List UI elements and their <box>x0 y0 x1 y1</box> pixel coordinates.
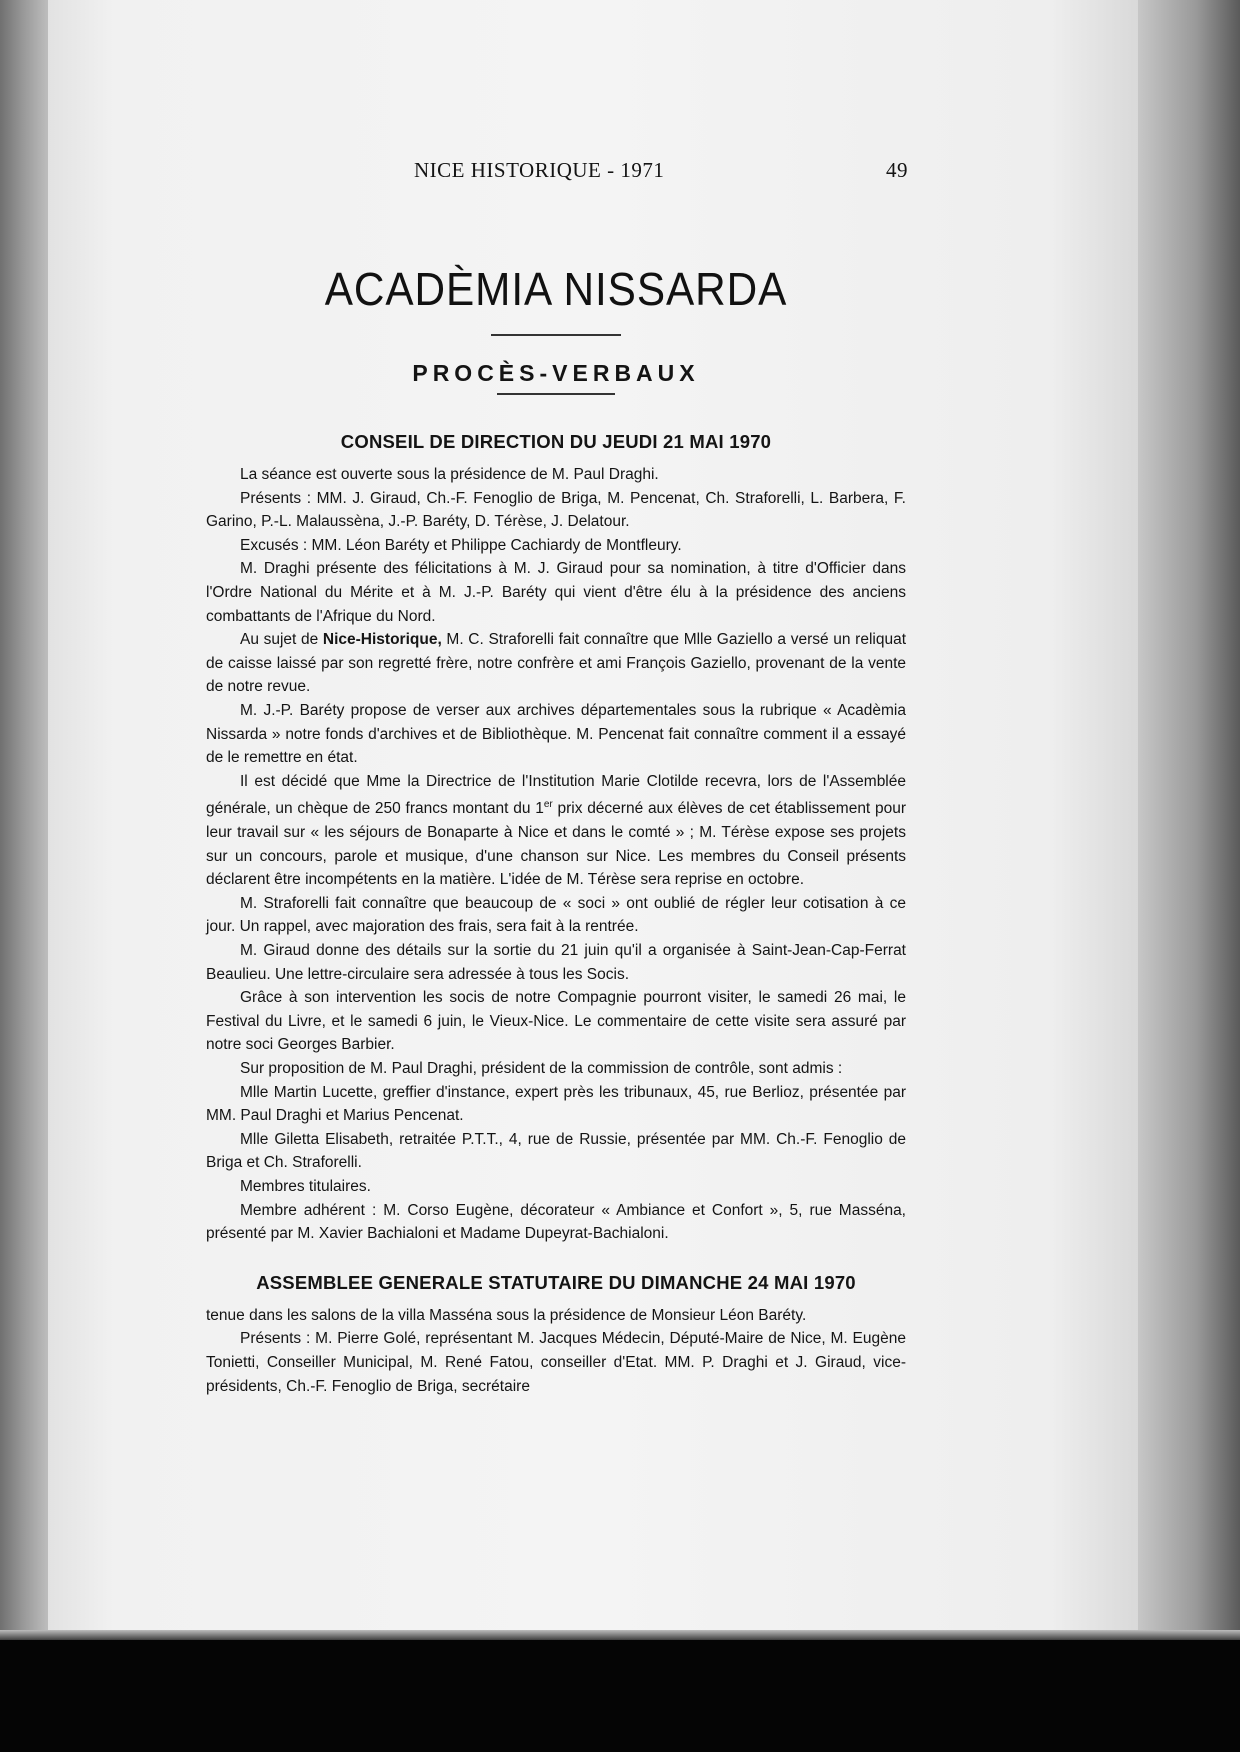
title-rule <box>491 334 621 336</box>
paragraph: M. Straforelli fait connaître que beaucoup de « soci » ont oublié de régler leur cotisation à ce jour. Un rappel, avec majoration des frais, sera fait à la rentrée. <box>206 894 906 936</box>
text-run: M. C. Straforelli fait connaître que Mlle Gaziello a versé un reliquat de caisse laissé par son regretté frère, notre confrère et ami François Gaziello, provenant de la vente de notre revue. <box>206 631 906 696</box>
document-page <box>206 150 906 1398</box>
scan-background <box>0 1640 1240 1752</box>
journal-title: ACADÈMIA NISSARDA <box>324 263 788 315</box>
meeting1-heading: CONSEIL DE DIRECTION DU JEUDI 21 MAI 1970 <box>340 431 772 452</box>
paragraph: Excusés : MM. Léon Baréty et Philippe Cachiardy de Montfleury. <box>240 536 682 554</box>
paragraph: Grâce à son intervention les socis de notre Compagnie pourront visiter, le samedi 26 mai, le Festival du Livre, et le samedi 6 juin, le Vieux-Nice. Le commentaire de cette visite sera assuré par notre soci Georges Barbier. <box>206 989 906 1054</box>
text-run: Au sujet de <box>240 631 323 649</box>
meeting2-heading: ASSEMBLEE GENERALE STATUTAIRE DU DIMANCHE 24 MAI 1970 <box>256 1271 856 1293</box>
paragraph: La séance est ouverte sous la présidence de M. Paul Draghi. <box>240 466 659 483</box>
paragraph <box>206 770 906 892</box>
paragraph <box>206 628 906 699</box>
paragraph: M. J.-P. Baréty propose de verser aux archives départementales sous la rubrique « Acadèmia Nissarda » notre fonds d'archives et de Bibliothèque. M. Pencenat fait connaître comment il a essayé de le remettre en état. <box>206 701 906 767</box>
journal-running-title: NICE HISTORIQUE - 1971 <box>414 158 665 182</box>
meeting2-body <box>206 1304 906 1398</box>
paragraph: Présents : MM. J. Giraud, Ch.-F. Fenoglio de Briga, M. Pencenat, Ch. Straforelli, L. Barbera, F. Garino, P.-L. Malaussèna, J.-P. Baréty, D. Térèse, J. Delatour. <box>206 489 906 531</box>
paragraph: Mlle Martin Lucette, greffier d'instance, expert près les tribunaux, 45, rue Berlioz, présentée par MM. Paul Draghi et Marius Pencenat. <box>206 1083 906 1125</box>
journal-name-bold: Nice-Historique, <box>322 631 442 649</box>
paragraph: Mlle Giletta Elisabeth, retraitée P.T.T., 4, rue de Russie, présentée par MM. Ch.-F. Fenoglio de Briga et Ch. Straforelli. <box>206 1130 906 1172</box>
section-rule <box>497 393 615 395</box>
paragraph: M. Giraud donne des détails sur la sortie du 21 juin qu'il a organisée à Saint-Jean-Cap-Ferrat Beaulieu. Une lettre-circulaire sera adressée à tous les Socis. <box>206 942 906 983</box>
meeting1-body <box>206 463 906 1246</box>
paragraph: Membres titulaires. <box>240 1177 371 1195</box>
paragraph: Sur proposition de M. Paul Draghi, président de la commission de contrôle, sont admis : <box>240 1060 843 1077</box>
page-number: 49 <box>886 158 908 182</box>
text-run: Il est décidé que Mme la Directrice de l'Institution Marie Clotilde recevra, lors de l'Assemblée générale, un chèque de 250 francs montant du 1 <box>206 772 906 818</box>
paragraph: M. Draghi présente des félicitations à M. J. Giraud pour sa nomination, à titre d'Officier dans l'Ordre National du Mérite et à M. J.-P. Baréty qui vient d'être élu à la présidence des anciens combattants de l'Afrique du Nord. <box>206 560 906 625</box>
section-title: PROCÈS-VERBAUX <box>412 360 700 386</box>
running-header <box>206 150 906 190</box>
paragraph: Présents : M. Pierre Golé, représentant M. Jacques Médecin, Député-Maire de Nice, M. Eugène Tonietti, Conseiller Municipal, M. René Fatou, conseiller d'Etat. MM. P. Draghi et J. Giraud, vice-présidents, Ch.-F. Fenoglio de Briga, secrétaire <box>206 1330 906 1395</box>
text-run: prix décerné aux élèves de cet établissement pour leur travail sur « les séjours de Bonaparte à Nice et dans le comté » ; M. Térèse expose ses projets sur un concours, parole et musique, d'une chanson sur Nice. Les membres du Conseil présents déclarent être incompétents en la matière. L'idée de M. Térèse sera reprise en octobre. <box>206 800 907 889</box>
paragraph: Membre adhérent : M. Corso Eugène, décorateur « Ambiance et Confort », 5, rue Masséna, présenté par M. Xavier Bachialoni et Madame Dupeyrat-Bachialoni. <box>206 1201 906 1243</box>
paragraph: tenue dans les salons de la villa Masséna sous la présidence de Monsieur Léon Baréty. <box>206 1306 807 1324</box>
right-page-edge <box>1130 0 1240 1640</box>
superscript: er <box>543 799 553 811</box>
